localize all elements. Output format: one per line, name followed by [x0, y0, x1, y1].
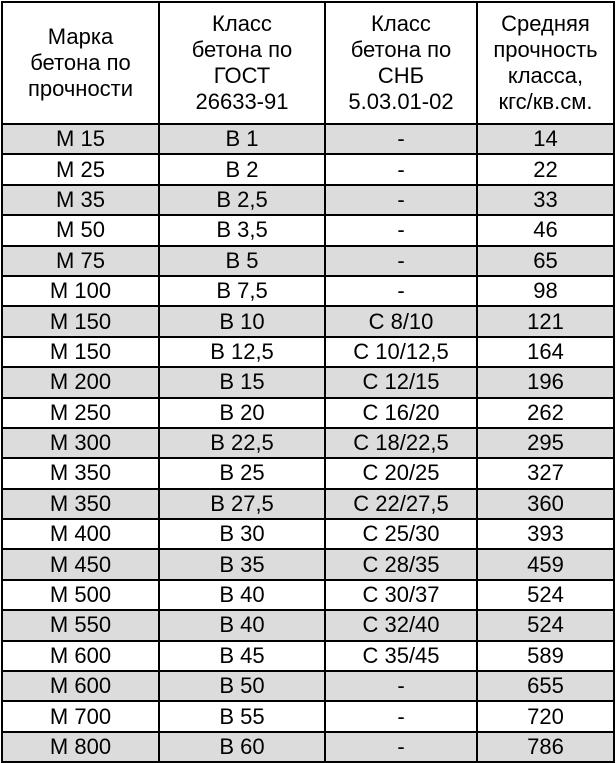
- table-row: [2, 610, 614, 640]
- grade-cell: М 200: [2, 367, 159, 397]
- snb-class-cell: -: [325, 701, 477, 731]
- grade-cell: М 550: [2, 610, 159, 640]
- avg-strength-cell: 14: [477, 124, 614, 154]
- snb-class-cell: С 28/35: [325, 549, 477, 579]
- table-row: [2, 337, 614, 367]
- header-snb-label: Класс бетона по СНБ 5.03.01-02: [348, 11, 454, 114]
- header-gost-class: [159, 2, 325, 124]
- header-avg-strength: [477, 2, 614, 124]
- table-row: [2, 489, 614, 519]
- grade-cell: М 350: [2, 458, 159, 488]
- avg-strength-cell: 459: [477, 549, 614, 579]
- gost-class-cell: В 35: [159, 549, 325, 579]
- snb-class-cell: С 32/40: [325, 610, 477, 640]
- table-row: [2, 428, 614, 458]
- snb-class-cell: С 10/12,5: [325, 337, 477, 367]
- header-snb-class: [325, 2, 477, 124]
- grade-cell: М 15: [2, 124, 159, 154]
- table-row: [2, 306, 614, 336]
- gost-class-cell: В 20: [159, 398, 325, 428]
- snb-class-cell: С 30/37: [325, 580, 477, 610]
- gost-class-cell: В 45: [159, 641, 325, 671]
- gost-class-cell: В 25: [159, 458, 325, 488]
- snb-class-cell: -: [325, 276, 477, 306]
- concrete-grade-table: [1, 1, 615, 763]
- avg-strength-cell: 786: [477, 732, 614, 762]
- avg-strength-cell: 524: [477, 580, 614, 610]
- table-row: [2, 185, 614, 215]
- table-row: [2, 154, 614, 184]
- snb-class-cell: С 18/22,5: [325, 428, 477, 458]
- snb-class-cell: -: [325, 215, 477, 245]
- avg-strength-cell: 33: [477, 185, 614, 215]
- gost-class-cell: В 15: [159, 367, 325, 397]
- gost-class-cell: В 40: [159, 610, 325, 640]
- header-gost-label: Класс бетона по ГОСТ 26633-91: [191, 11, 293, 114]
- grade-cell: М 600: [2, 641, 159, 671]
- gost-class-cell: В 27,5: [159, 489, 325, 519]
- table-row: [2, 580, 614, 610]
- gost-class-cell: В 50: [159, 671, 325, 701]
- gost-class-cell: В 12,5: [159, 337, 325, 367]
- avg-strength-cell: 295: [477, 428, 614, 458]
- gost-class-cell: В 22,5: [159, 428, 325, 458]
- snb-class-cell: С 12/15: [325, 367, 477, 397]
- gost-class-cell: В 2: [159, 154, 325, 184]
- grade-cell: М 400: [2, 519, 159, 549]
- gost-class-cell: В 3,5: [159, 215, 325, 245]
- table-row: [2, 367, 614, 397]
- table-row: [2, 641, 614, 671]
- table-row: [2, 458, 614, 488]
- snb-class-cell: С 35/45: [325, 641, 477, 671]
- avg-strength-cell: 46: [477, 215, 614, 245]
- snb-class-cell: С 25/30: [325, 519, 477, 549]
- table-row: [2, 671, 614, 701]
- grade-cell: М 700: [2, 701, 159, 731]
- grade-cell: М 300: [2, 428, 159, 458]
- snb-class-cell: С 8/10: [325, 306, 477, 336]
- gost-class-cell: В 60: [159, 732, 325, 762]
- grade-cell: М 150: [2, 306, 159, 336]
- avg-strength-cell: 655: [477, 671, 614, 701]
- avg-strength-cell: 589: [477, 641, 614, 671]
- gost-class-cell: В 40: [159, 580, 325, 610]
- header-grade-label: Марка бетона по прочности: [27, 24, 134, 101]
- avg-strength-cell: 524: [477, 610, 614, 640]
- grade-cell: М 100: [2, 276, 159, 306]
- avg-strength-cell: 164: [477, 337, 614, 367]
- snb-class-cell: С 22/27,5: [325, 489, 477, 519]
- gost-class-cell: В 1: [159, 124, 325, 154]
- grade-cell: М 50: [2, 215, 159, 245]
- grade-cell: М 450: [2, 549, 159, 579]
- table-row: [2, 701, 614, 731]
- table-row: [2, 398, 614, 428]
- avg-strength-cell: 121: [477, 306, 614, 336]
- snb-class-cell: -: [325, 154, 477, 184]
- gost-class-cell: В 10: [159, 306, 325, 336]
- table-row: [2, 519, 614, 549]
- grade-cell: М 250: [2, 398, 159, 428]
- snb-class-cell: -: [325, 185, 477, 215]
- gost-class-cell: В 7,5: [159, 276, 325, 306]
- snb-class-cell: -: [325, 246, 477, 276]
- grade-cell: М 25: [2, 154, 159, 184]
- snb-class-cell: -: [325, 124, 477, 154]
- table-body: [2, 124, 614, 762]
- avg-strength-cell: 262: [477, 398, 614, 428]
- header-grade: [2, 2, 159, 124]
- grade-cell: М 800: [2, 732, 159, 762]
- snb-class-cell: С 20/25: [325, 458, 477, 488]
- grade-cell: М 600: [2, 671, 159, 701]
- table-row: [2, 732, 614, 762]
- avg-strength-cell: 65: [477, 246, 614, 276]
- avg-strength-cell: 393: [477, 519, 614, 549]
- gost-class-cell: В 55: [159, 701, 325, 731]
- grade-cell: М 350: [2, 489, 159, 519]
- avg-strength-cell: 196: [477, 367, 614, 397]
- grade-cell: М 35: [2, 185, 159, 215]
- table-row: [2, 124, 614, 154]
- header-row: [2, 2, 614, 124]
- snb-class-cell: -: [325, 732, 477, 762]
- grade-cell: М 500: [2, 580, 159, 610]
- snb-class-cell: С 16/20: [325, 398, 477, 428]
- grade-cell: М 75: [2, 246, 159, 276]
- table-row: [2, 276, 614, 306]
- gost-class-cell: В 30: [159, 519, 325, 549]
- header-strength-label: Средняя прочность класса, кгс/кв.см.: [493, 11, 598, 114]
- grade-cell: М 150: [2, 337, 159, 367]
- table-row: [2, 549, 614, 579]
- gost-class-cell: В 2,5: [159, 185, 325, 215]
- avg-strength-cell: 360: [477, 489, 614, 519]
- avg-strength-cell: 720: [477, 701, 614, 731]
- avg-strength-cell: 22: [477, 154, 614, 184]
- snb-class-cell: -: [325, 671, 477, 701]
- table-row: [2, 246, 614, 276]
- avg-strength-cell: 327: [477, 458, 614, 488]
- avg-strength-cell: 98: [477, 276, 614, 306]
- gost-class-cell: В 5: [159, 246, 325, 276]
- table-row: [2, 215, 614, 245]
